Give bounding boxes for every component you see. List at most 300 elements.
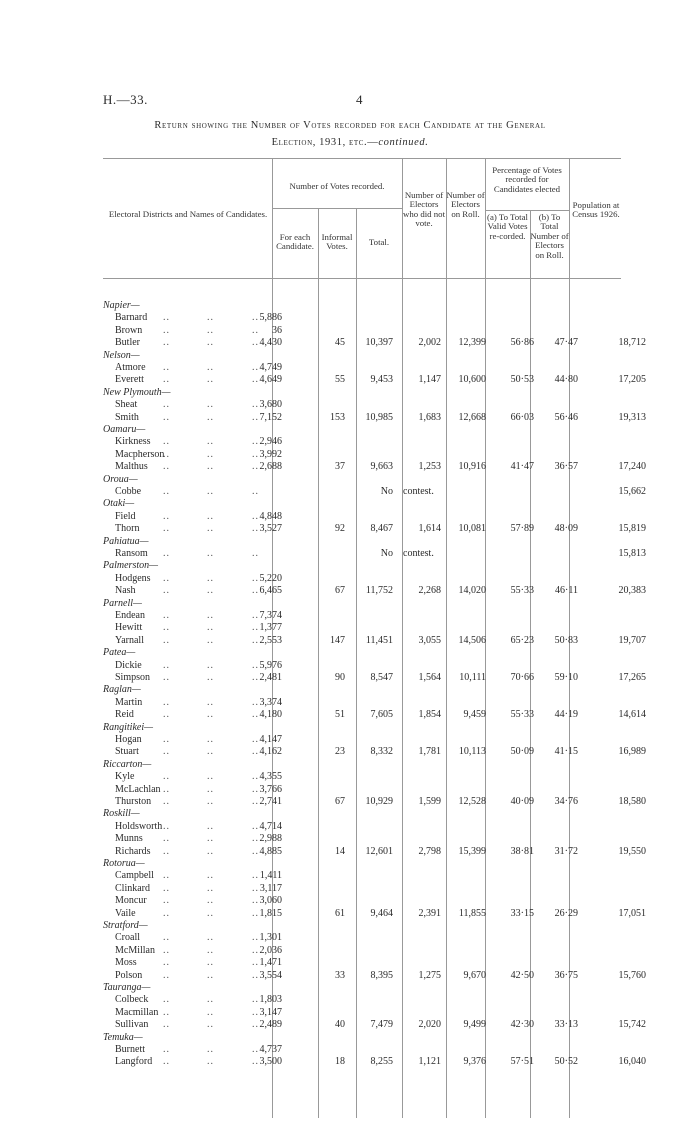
leader-dots: .. — [252, 833, 259, 845]
pct-b-cell: 56·46 — [554, 411, 578, 423]
leader-dots: .. — [163, 448, 170, 460]
district-name: New Plymouth— — [103, 386, 171, 398]
district-name: Oroua— — [103, 473, 138, 485]
leader-dots: .. — [252, 932, 259, 944]
not-voted-cell: 1,683 — [418, 411, 441, 423]
district-row — [0, 759, 700, 771]
leader-dots: .. — [207, 448, 214, 460]
district-row — [0, 684, 700, 696]
leader-dots: .. — [163, 362, 170, 373]
leader-dots: .. — [207, 734, 214, 745]
district-name: Raglan— — [103, 684, 141, 696]
table-row — [0, 709, 700, 721]
candidate-name: Dickie — [115, 659, 142, 671]
population-cell: 17,240 — [618, 461, 646, 473]
leader-dots: .. — [252, 585, 259, 597]
table-row — [0, 622, 700, 634]
leader-dots: .. — [207, 870, 214, 882]
table-row — [0, 337, 700, 349]
leader-dots: .. — [163, 833, 170, 845]
leader-dots: .. — [252, 436, 259, 448]
leader-dots: .. — [252, 572, 259, 584]
candidate-name: Thurston — [115, 796, 152, 807]
informal-cell: 67 — [335, 585, 345, 597]
total-cell: 11,451 — [365, 634, 393, 646]
informal-cell: 23 — [335, 746, 345, 758]
not-voted-cell: 1,614 — [418, 523, 441, 535]
not-voted-cell: 2,002 — [418, 337, 441, 349]
on-roll-cell: 12,399 — [458, 337, 486, 349]
pct-a-cell: 33·15 — [510, 907, 534, 919]
population-cell: 19,313 — [618, 411, 646, 423]
total-cell: 8,332 — [370, 746, 393, 758]
col-header-on-roll: Number of Electors on Roll. — [446, 190, 485, 219]
on-roll-cell: 10,111 — [459, 672, 486, 683]
col-header-districts: Electoral Districts and Names of Candidates. — [108, 209, 268, 219]
pct-b-cell: 50·83 — [554, 634, 578, 646]
no-contest-note: No — [380, 548, 393, 559]
leader-dots: .. — [252, 746, 259, 758]
district-name: Patea— — [103, 647, 136, 659]
pct-a-cell: 50·53 — [510, 374, 534, 386]
leader-dots: .. — [252, 1056, 259, 1068]
table-row — [0, 610, 700, 622]
district-name: Temuka— — [103, 1031, 143, 1043]
candidate-name: Martin — [115, 696, 143, 708]
leader-dots: .. — [207, 362, 214, 373]
leader-dots: .. — [163, 659, 170, 671]
table-row — [0, 399, 700, 411]
district-name: Pahiatua— — [103, 535, 149, 547]
leader-dots: .. — [163, 461, 170, 473]
district-name: Tauranga— — [103, 982, 151, 993]
table-row — [0, 312, 700, 324]
votes-cell: 4,180 — [259, 709, 282, 721]
pct-b-cell: 36·75 — [554, 969, 578, 981]
leader-dots: .. — [252, 895, 259, 907]
votes-cell: 4,147 — [259, 734, 282, 745]
on-roll-cell: 12,528 — [458, 796, 486, 807]
table-row — [0, 486, 700, 498]
pct-a-cell: 57·89 — [510, 523, 534, 535]
on-roll-cell: 9,459 — [463, 709, 486, 721]
votes-group-rule — [272, 208, 402, 209]
table-row — [0, 1019, 700, 1031]
population-cell: 15,662 — [618, 486, 646, 497]
table-title: Return showing the Number of Votes recorded for each Candidate at the General — [154, 120, 546, 131]
votes-cell: 1,803 — [259, 994, 282, 1006]
pct-a-cell: 42·30 — [510, 1019, 534, 1031]
leader-dots: .. — [163, 337, 170, 349]
on-roll-cell: 10,916 — [458, 461, 486, 473]
district-name: Rotorua— — [103, 858, 145, 869]
on-roll-cell: 10,113 — [458, 746, 486, 758]
on-roll-cell: 9,499 — [463, 1019, 486, 1031]
total-cell: 10,985 — [365, 411, 393, 423]
informal-cell: 33 — [335, 969, 345, 981]
candidate-name: Hewitt — [115, 622, 143, 634]
leader-dots: .. — [163, 944, 170, 956]
pct-a-cell: 40·09 — [510, 796, 534, 807]
votes-cell: 2,036 — [259, 944, 282, 956]
not-voted-cell: 1,147 — [418, 374, 441, 386]
not-voted-cell: 2,020 — [418, 1019, 441, 1031]
total-cell: 9,663 — [370, 461, 393, 473]
table-row — [0, 734, 700, 746]
candidate-name: Moncur — [115, 895, 147, 907]
candidate-name: Butler — [115, 337, 140, 349]
votes-cell: 3,117 — [259, 882, 282, 894]
pct-b-cell: 41·15 — [554, 746, 578, 758]
leader-dots: .. — [163, 907, 170, 919]
table-row — [0, 746, 700, 758]
votes-cell: 4,737 — [259, 1044, 282, 1055]
votes-cell: 4,162 — [259, 746, 282, 758]
candidate-name: Burnett — [115, 1044, 145, 1055]
leader-dots: .. — [207, 312, 214, 324]
leader-dots: .. — [163, 796, 170, 807]
table-row — [0, 846, 700, 858]
leader-dots: .. — [207, 845, 214, 857]
not-voted-cell: 2,798 — [418, 845, 441, 857]
district-row — [0, 982, 700, 994]
table-row — [0, 672, 700, 684]
votes-cell: 1,377 — [259, 622, 282, 634]
votes-cell: 7,374 — [259, 610, 282, 621]
leader-dots: .. — [207, 833, 214, 845]
not-voted-cell: 1,599 — [418, 796, 441, 807]
leader-dots: .. — [207, 957, 214, 969]
leader-dots: .. — [207, 659, 214, 671]
candidate-name: Sullivan — [115, 1019, 149, 1031]
district-name: Parnell— — [103, 597, 142, 609]
leader-dots: .. — [163, 709, 170, 721]
total-cell: 7,479 — [370, 1019, 393, 1031]
votes-cell: 3,060 — [259, 895, 282, 907]
votes-cell: 3,500 — [259, 1056, 282, 1068]
pct-b-cell: 44·80 — [554, 374, 578, 386]
leader-dots: .. — [207, 411, 214, 423]
population-cell: 18,580 — [618, 796, 646, 807]
table-row — [0, 994, 700, 1006]
leader-dots: .. — [163, 771, 170, 783]
table-title-continued: Election, 1931, etc.—continued. — [271, 137, 429, 148]
leader-dots: .. — [207, 337, 214, 349]
leader-dots: .. — [207, 771, 214, 783]
leader-dots: .. — [207, 572, 214, 584]
candidate-name: Colbeck — [115, 994, 149, 1006]
table-row — [0, 784, 700, 796]
pct-a-cell: 38·81 — [510, 845, 534, 857]
table-row — [0, 895, 700, 907]
total-cell: 10,397 — [365, 337, 393, 349]
leader-dots: .. — [163, 882, 170, 894]
leader-dots: .. — [252, 734, 259, 745]
district-row — [0, 808, 700, 820]
population-cell: 17,265 — [618, 672, 646, 683]
informal-cell: 14 — [335, 845, 345, 857]
district-name: Riccarton— — [103, 758, 152, 770]
district-row — [0, 498, 700, 510]
leader-dots: .. — [252, 672, 259, 683]
leader-dots: .. — [163, 746, 170, 758]
col-header-total: Total. — [368, 237, 390, 247]
candidate-name: Everett — [115, 374, 144, 386]
on-roll-cell: 10,081 — [458, 523, 486, 535]
population-cell: 17,051 — [618, 907, 646, 919]
district-row — [0, 350, 700, 362]
pct-a-cell: 66·03 — [510, 411, 534, 423]
candidate-name: Stuart — [115, 746, 139, 758]
leader-dots: .. — [252, 969, 259, 981]
leader-dots: .. — [207, 882, 214, 894]
informal-cell: 45 — [335, 337, 345, 349]
candidate-name: Kirkness — [115, 436, 151, 448]
candidate-name: Smith — [115, 411, 139, 423]
leader-dots: .. — [207, 510, 214, 522]
district-row — [0, 300, 700, 312]
col-header-pct-b: (b) To Total Number of Electors on Roll. — [530, 212, 569, 260]
votes-cell: 1,301 — [259, 932, 282, 944]
total-cell: 9,453 — [370, 374, 393, 386]
leader-dots: .. — [252, 944, 259, 956]
district-row — [0, 560, 700, 572]
leader-dots: .. — [207, 969, 214, 981]
col-header-not-voted: Number of Electors who did not vote. — [402, 190, 446, 229]
candidate-name: Ransom — [115, 548, 148, 559]
total-cell: 10,929 — [365, 796, 393, 807]
leader-dots: .. — [207, 399, 214, 411]
table-row — [0, 635, 700, 647]
leader-dots: .. — [207, 548, 214, 559]
candidate-name: Moss — [115, 957, 137, 969]
leader-dots: .. — [252, 870, 259, 882]
informal-cell: 92 — [335, 523, 345, 535]
leader-dots: .. — [207, 374, 214, 386]
candidate-name: Hodgens — [115, 572, 151, 584]
table-row — [0, 461, 700, 473]
district-row — [0, 647, 700, 659]
table-row — [0, 660, 700, 672]
informal-cell: 40 — [335, 1019, 345, 1031]
leader-dots: .. — [207, 585, 214, 597]
not-voted-cell: 1,275 — [418, 969, 441, 981]
votes-cell: 6,465 — [259, 585, 282, 597]
pct-a-cell: 55·33 — [510, 585, 534, 597]
pct-a-cell: 65·23 — [510, 634, 534, 646]
on-roll-cell: 9,376 — [463, 1056, 486, 1068]
pct-a-cell: 55·33 — [510, 709, 534, 721]
votes-cell: 3,374 — [259, 696, 282, 708]
leader-dots: .. — [207, 324, 214, 336]
votes-cell: 3,992 — [259, 448, 282, 460]
on-roll-cell: 14,020 — [458, 585, 486, 597]
candidate-name: Croall — [115, 932, 140, 944]
district-name: Palmerston— — [103, 560, 158, 572]
district-row — [0, 387, 700, 399]
votes-cell: 1,815 — [259, 907, 282, 919]
leader-dots: .. — [163, 783, 170, 795]
leader-dots: .. — [252, 312, 259, 324]
leader-dots: .. — [207, 932, 214, 944]
on-roll-cell: 10,600 — [458, 374, 486, 386]
leader-dots: .. — [207, 634, 214, 646]
table-row — [0, 585, 700, 597]
total-cell: 8,255 — [370, 1056, 393, 1068]
leader-dots: .. — [252, 957, 259, 969]
pct-a-cell: 50·09 — [510, 746, 534, 758]
candidate-name: Munns — [115, 833, 143, 845]
district-name: Stratford— — [103, 920, 148, 931]
district-name: Nelson— — [103, 349, 140, 361]
candidate-name: Sheat — [115, 399, 138, 411]
leader-dots: .. — [252, 783, 259, 795]
leader-dots: .. — [163, 411, 170, 423]
district-name: Oamaru— — [103, 424, 146, 435]
pct-a-cell: 41·47 — [510, 461, 534, 473]
leader-dots: .. — [252, 337, 259, 349]
leader-dots: .. — [207, 709, 214, 721]
votes-cell: 4,714 — [259, 820, 282, 832]
leader-dots: .. — [163, 486, 170, 497]
pct-a-cell: 70·66 — [510, 672, 534, 683]
on-roll-cell: 9,670 — [463, 969, 486, 981]
votes-cell: 4,885 — [259, 845, 282, 857]
leader-dots: .. — [252, 845, 259, 857]
leader-dots: .. — [163, 374, 170, 386]
leader-dots: .. — [252, 411, 259, 423]
total-cell: 11,752 — [365, 585, 393, 597]
votes-cell: 5,886 — [259, 312, 282, 324]
votes-cell: 2,688 — [259, 461, 282, 473]
table-row — [0, 957, 700, 969]
candidate-name: Kyle — [115, 771, 135, 783]
leader-dots: .. — [252, 486, 259, 497]
votes-cell: 3,147 — [259, 1006, 282, 1018]
document-reference: H.—33. — [103, 92, 148, 107]
leader-dots: .. — [163, 1019, 170, 1031]
leader-dots: .. — [252, 523, 259, 535]
votes-cell: 3,680 — [259, 399, 282, 411]
leader-dots: .. — [252, 461, 259, 473]
total-cell: 8,395 — [370, 969, 393, 981]
on-roll-cell: 15,399 — [458, 845, 486, 857]
leader-dots: .. — [207, 672, 214, 683]
informal-cell: 37 — [335, 461, 345, 473]
population-cell: 14,614 — [618, 709, 646, 721]
total-cell: 8,467 — [370, 523, 393, 535]
pct-b-cell: 47·47 — [554, 337, 578, 349]
leader-dots: .. — [163, 696, 170, 708]
leader-dots: .. — [163, 610, 170, 621]
leader-dots: .. — [163, 324, 170, 336]
candidate-name: Hogan — [115, 734, 142, 745]
leader-dots: .. — [163, 585, 170, 597]
population-cell: 15,742 — [618, 1019, 646, 1031]
not-voted-cell: 1,121 — [418, 1056, 441, 1068]
leader-dots: .. — [252, 796, 259, 807]
page-number: 4 — [356, 92, 363, 107]
district-row — [0, 722, 700, 734]
leader-dots: .. — [207, 944, 214, 956]
leader-dots: .. — [207, 907, 214, 919]
votes-cell: 5,220 — [259, 572, 282, 584]
leader-dots: .. — [252, 696, 259, 708]
population-cell: 18,712 — [618, 337, 646, 349]
col-header-informal: Informal Votes. — [321, 232, 353, 252]
pct-b-cell: 44·19 — [554, 709, 578, 721]
leader-dots: .. — [252, 771, 259, 783]
leader-dots: .. — [163, 622, 170, 634]
votes-cell: 7,152 — [259, 411, 282, 423]
pct-b-cell: 33·13 — [554, 1019, 578, 1031]
no-contest-note: contest. — [403, 486, 434, 497]
leader-dots: .. — [163, 820, 170, 832]
leader-dots: .. — [207, 1044, 214, 1055]
table-row — [0, 412, 700, 424]
population-cell: 17,205 — [618, 374, 646, 386]
leader-dots: .. — [252, 610, 259, 621]
population-cell: 19,707 — [618, 634, 646, 646]
leader-dots: .. — [252, 709, 259, 721]
candidate-name: Endean — [115, 610, 145, 621]
leader-dots: .. — [207, 622, 214, 634]
leader-dots: .. — [163, 672, 170, 683]
leader-dots: .. — [252, 448, 259, 460]
informal-cell: 67 — [335, 796, 345, 807]
leader-dots: .. — [163, 895, 170, 907]
table-row — [0, 523, 700, 535]
votes-cell: 3,527 — [259, 523, 282, 535]
leader-dots: .. — [207, 746, 214, 758]
informal-cell: 90 — [335, 672, 345, 683]
table-row — [0, 1044, 700, 1056]
district-row — [0, 424, 700, 436]
leader-dots: .. — [207, 1056, 214, 1068]
informal-cell: 51 — [335, 709, 345, 721]
pct-b-cell: 59·10 — [554, 672, 578, 683]
candidate-name: Simpson — [115, 672, 151, 683]
leader-dots: .. — [163, 1044, 170, 1055]
leader-dots: .. — [207, 1019, 214, 1031]
candidate-name: Reid — [115, 709, 134, 721]
leader-dots: .. — [252, 510, 259, 522]
votes-cell: 4,355 — [259, 771, 282, 783]
leader-dots: .. — [252, 820, 259, 832]
leader-dots: .. — [163, 932, 170, 944]
pct-a-cell: 56·86 — [510, 337, 534, 349]
table-row — [0, 883, 700, 895]
table-row — [0, 1056, 700, 1068]
table-row — [0, 362, 700, 374]
leader-dots: .. — [252, 622, 259, 634]
leader-dots: .. — [207, 820, 214, 832]
on-roll-cell: 11,855 — [458, 907, 486, 919]
table-row — [0, 932, 700, 944]
candidate-name: Vaile — [115, 907, 136, 919]
leader-dots: .. — [207, 994, 214, 1006]
district-row — [0, 920, 700, 932]
table-row — [0, 697, 700, 709]
district-row — [0, 474, 700, 486]
col-header-pct-a: (a) To Total Valid Votes re-corded. — [487, 212, 528, 241]
header-bottom-rule — [103, 278, 621, 279]
not-voted-cell: 3,055 — [418, 634, 441, 646]
pct-b-cell: 50·52 — [554, 1056, 578, 1068]
candidate-name: Atmore — [115, 362, 146, 373]
candidate-name: Malthus — [115, 461, 148, 473]
population-cell: 16,989 — [618, 746, 646, 758]
